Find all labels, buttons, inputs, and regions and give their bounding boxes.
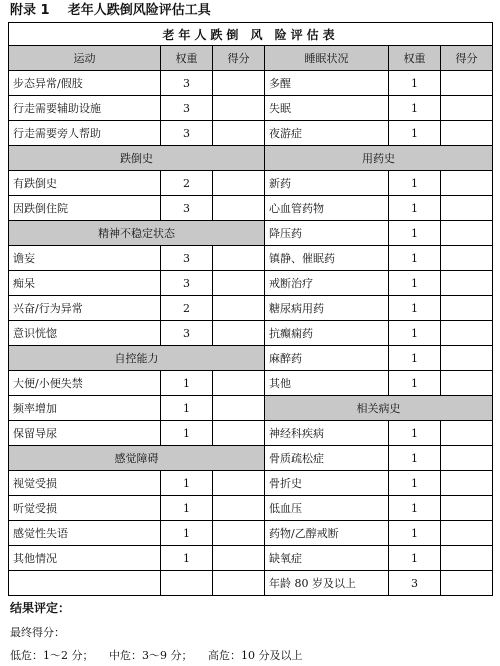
score-right <box>441 371 493 396</box>
header-weight-right: 权重 <box>389 46 441 71</box>
score-right <box>441 521 493 546</box>
weight-right: 1 <box>389 321 441 346</box>
weight-right: 1 <box>389 296 441 321</box>
weight-left: 1 <box>161 471 213 496</box>
table-row <box>9 496 493 521</box>
table-row <box>9 196 493 221</box>
table-row <box>9 221 493 246</box>
weight-left: 1 <box>161 396 213 421</box>
figure-caption <box>10 2 211 20</box>
table-row <box>9 446 493 471</box>
weight-left: 2 <box>161 171 213 196</box>
weight-left: 3 <box>161 96 213 121</box>
score-left <box>213 371 265 396</box>
risk-item-right: 镇静、催眠药 <box>265 246 389 271</box>
weight-left: 3 <box>161 271 213 296</box>
score-left <box>213 571 265 596</box>
risk-item-left: 行走需要辅助设施 <box>9 96 161 121</box>
score-right <box>441 246 493 271</box>
risk-item-right: 骨折史 <box>265 471 389 496</box>
header-score-right: 得分 <box>441 46 493 71</box>
weight-left: 1 <box>161 521 213 546</box>
risk-item-right: 神经科疾病 <box>265 421 389 446</box>
risk-item-left <box>9 571 161 596</box>
weight-right: 1 <box>389 346 441 371</box>
score-right <box>441 121 493 146</box>
weight-left: 3 <box>161 71 213 96</box>
weight-right: 1 <box>389 246 441 271</box>
score-right <box>441 321 493 346</box>
score-left <box>213 296 265 321</box>
weight-right: 1 <box>389 446 441 471</box>
section-header-left: 感觉障碍 <box>9 446 265 471</box>
score-left <box>213 496 265 521</box>
risk-item-left: 大便/小便失禁 <box>9 371 161 396</box>
table-row <box>9 146 493 171</box>
score-right <box>441 421 493 446</box>
weight-right: 1 <box>389 171 441 196</box>
score-right <box>441 546 493 571</box>
appendix-label: 附录 1 <box>10 3 50 18</box>
risk-item-left: 听觉受损 <box>9 496 161 521</box>
header-score-left: 得分 <box>213 46 265 71</box>
weight-right: 1 <box>389 546 441 571</box>
risk-item-right: 药物/乙醇戒断 <box>265 521 389 546</box>
weight-right: 1 <box>389 221 441 246</box>
section-header-right: 用药史 <box>265 146 493 171</box>
weight-left <box>161 571 213 596</box>
score-right <box>441 346 493 371</box>
header-weight-left: 权重 <box>161 46 213 71</box>
table-row <box>9 171 493 196</box>
table-title-row <box>9 23 493 46</box>
weight-right: 1 <box>389 271 441 296</box>
risk-levels <box>10 648 303 664</box>
risk-item-right: 多醒 <box>265 71 389 96</box>
table-row <box>9 421 493 446</box>
weight-right: 1 <box>389 121 441 146</box>
score-left <box>213 246 265 271</box>
table-row <box>9 346 493 371</box>
weight-left: 1 <box>161 496 213 521</box>
score-left <box>213 171 265 196</box>
score-right <box>441 71 493 96</box>
table-row <box>9 571 493 596</box>
score-right <box>441 471 493 496</box>
appendix-title: 老年人跌倒风险评估工具 <box>67 3 211 18</box>
score-right <box>441 196 493 221</box>
header-motion: 运动 <box>9 46 161 71</box>
score-left <box>213 396 265 421</box>
risk-item-left: 频率增加 <box>9 396 161 421</box>
risk-item-left: 兴奋/行为异常 <box>9 296 161 321</box>
risk-item-left: 保留导尿 <box>9 421 161 446</box>
risk-item-right: 抗癫痫药 <box>265 321 389 346</box>
score-left <box>213 271 265 296</box>
result-heading: 结果评定： <box>10 601 71 615</box>
score-left <box>213 121 265 146</box>
table-row <box>9 321 493 346</box>
risk-item-right: 麻醉药 <box>265 346 389 371</box>
risk-item-right: 戒断治疗 <box>265 271 389 296</box>
score-right <box>441 446 493 471</box>
risk-level-high: 高危：10 分及以上 <box>208 649 303 662</box>
table-row <box>9 246 493 271</box>
score-left <box>213 546 265 571</box>
risk-item-right: 失眠 <box>265 96 389 121</box>
table-row <box>9 296 493 321</box>
risk-item-left: 意识恍惚 <box>9 321 161 346</box>
risk-level-low: 低危：1～2 分； <box>10 649 94 662</box>
weight-left: 2 <box>161 296 213 321</box>
weight-right: 1 <box>389 71 441 96</box>
weight-right: 1 <box>389 521 441 546</box>
risk-item-right: 年龄 80 岁及以上 <box>265 571 389 596</box>
score-right <box>441 271 493 296</box>
weight-right: 1 <box>389 196 441 221</box>
score-left <box>213 321 265 346</box>
score-right <box>441 571 493 596</box>
weight-right: 1 <box>389 496 441 521</box>
weight-left: 3 <box>161 246 213 271</box>
table-row <box>9 271 493 296</box>
risk-item-left: 步态异常/假肢 <box>9 71 161 96</box>
weight-left: 3 <box>161 121 213 146</box>
risk-item-right: 降压药 <box>265 221 389 246</box>
risk-item-right: 心血管药物 <box>265 196 389 221</box>
table-row <box>9 396 493 421</box>
weight-left: 3 <box>161 196 213 221</box>
weight-right: 1 <box>389 421 441 446</box>
risk-item-left: 痴呆 <box>9 271 161 296</box>
section-header-left: 跌倒史 <box>9 146 265 171</box>
table-row <box>9 121 493 146</box>
risk-item-right: 其他 <box>265 371 389 396</box>
score-left <box>213 521 265 546</box>
risk-item-right: 缺氧症 <box>265 546 389 571</box>
section-header-right: 相关病史 <box>265 396 493 421</box>
risk-item-left: 因跌倒住院 <box>9 196 161 221</box>
weight-right: 3 <box>389 571 441 596</box>
weight-left: 1 <box>161 421 213 446</box>
score-left <box>213 196 265 221</box>
risk-item-left: 其他情况 <box>9 546 161 571</box>
table-row <box>9 96 493 121</box>
risk-level-mid: 中危：3～9 分； <box>109 649 193 662</box>
score-right <box>441 96 493 121</box>
risk-item-left: 感觉性失语 <box>9 521 161 546</box>
risk-item-left: 有跌倒史 <box>9 171 161 196</box>
table-row <box>9 71 493 96</box>
header-sleep: 睡眠状况 <box>265 46 389 71</box>
risk-item-right: 骨质疏松症 <box>265 446 389 471</box>
score-right <box>441 296 493 321</box>
table-title: 老年人跌倒 风 险评估表 <box>9 23 493 46</box>
table-row <box>9 471 493 496</box>
weight-right: 1 <box>389 471 441 496</box>
weight-left: 1 <box>161 546 213 571</box>
weight-left: 3 <box>161 321 213 346</box>
risk-item-left: 行走需要旁人帮助 <box>9 121 161 146</box>
weight-left: 1 <box>161 371 213 396</box>
score-right <box>441 221 493 246</box>
weight-right: 1 <box>389 96 441 121</box>
table-row <box>9 521 493 546</box>
weight-right: 1 <box>389 371 441 396</box>
risk-item-left: 视觉受损 <box>9 471 161 496</box>
score-right <box>441 171 493 196</box>
fall-risk-table <box>8 22 493 596</box>
score-right <box>441 496 493 521</box>
risk-item-right: 低血压 <box>265 496 389 521</box>
score-left <box>213 71 265 96</box>
risk-item-right: 新药 <box>265 171 389 196</box>
score-left <box>213 471 265 496</box>
risk-item-right: 夜游症 <box>265 121 389 146</box>
table-row <box>9 546 493 571</box>
section-header-left: 自控能力 <box>9 346 265 371</box>
score-left <box>213 421 265 446</box>
risk-item-left: 谵妄 <box>9 246 161 271</box>
section-header-left: 精神不稳定状态 <box>9 221 265 246</box>
score-left <box>213 96 265 121</box>
table-row <box>9 371 493 396</box>
risk-item-right: 糖尿病用药 <box>265 296 389 321</box>
table-header-row <box>9 46 493 71</box>
final-score-label: 最终得分： <box>10 626 65 639</box>
